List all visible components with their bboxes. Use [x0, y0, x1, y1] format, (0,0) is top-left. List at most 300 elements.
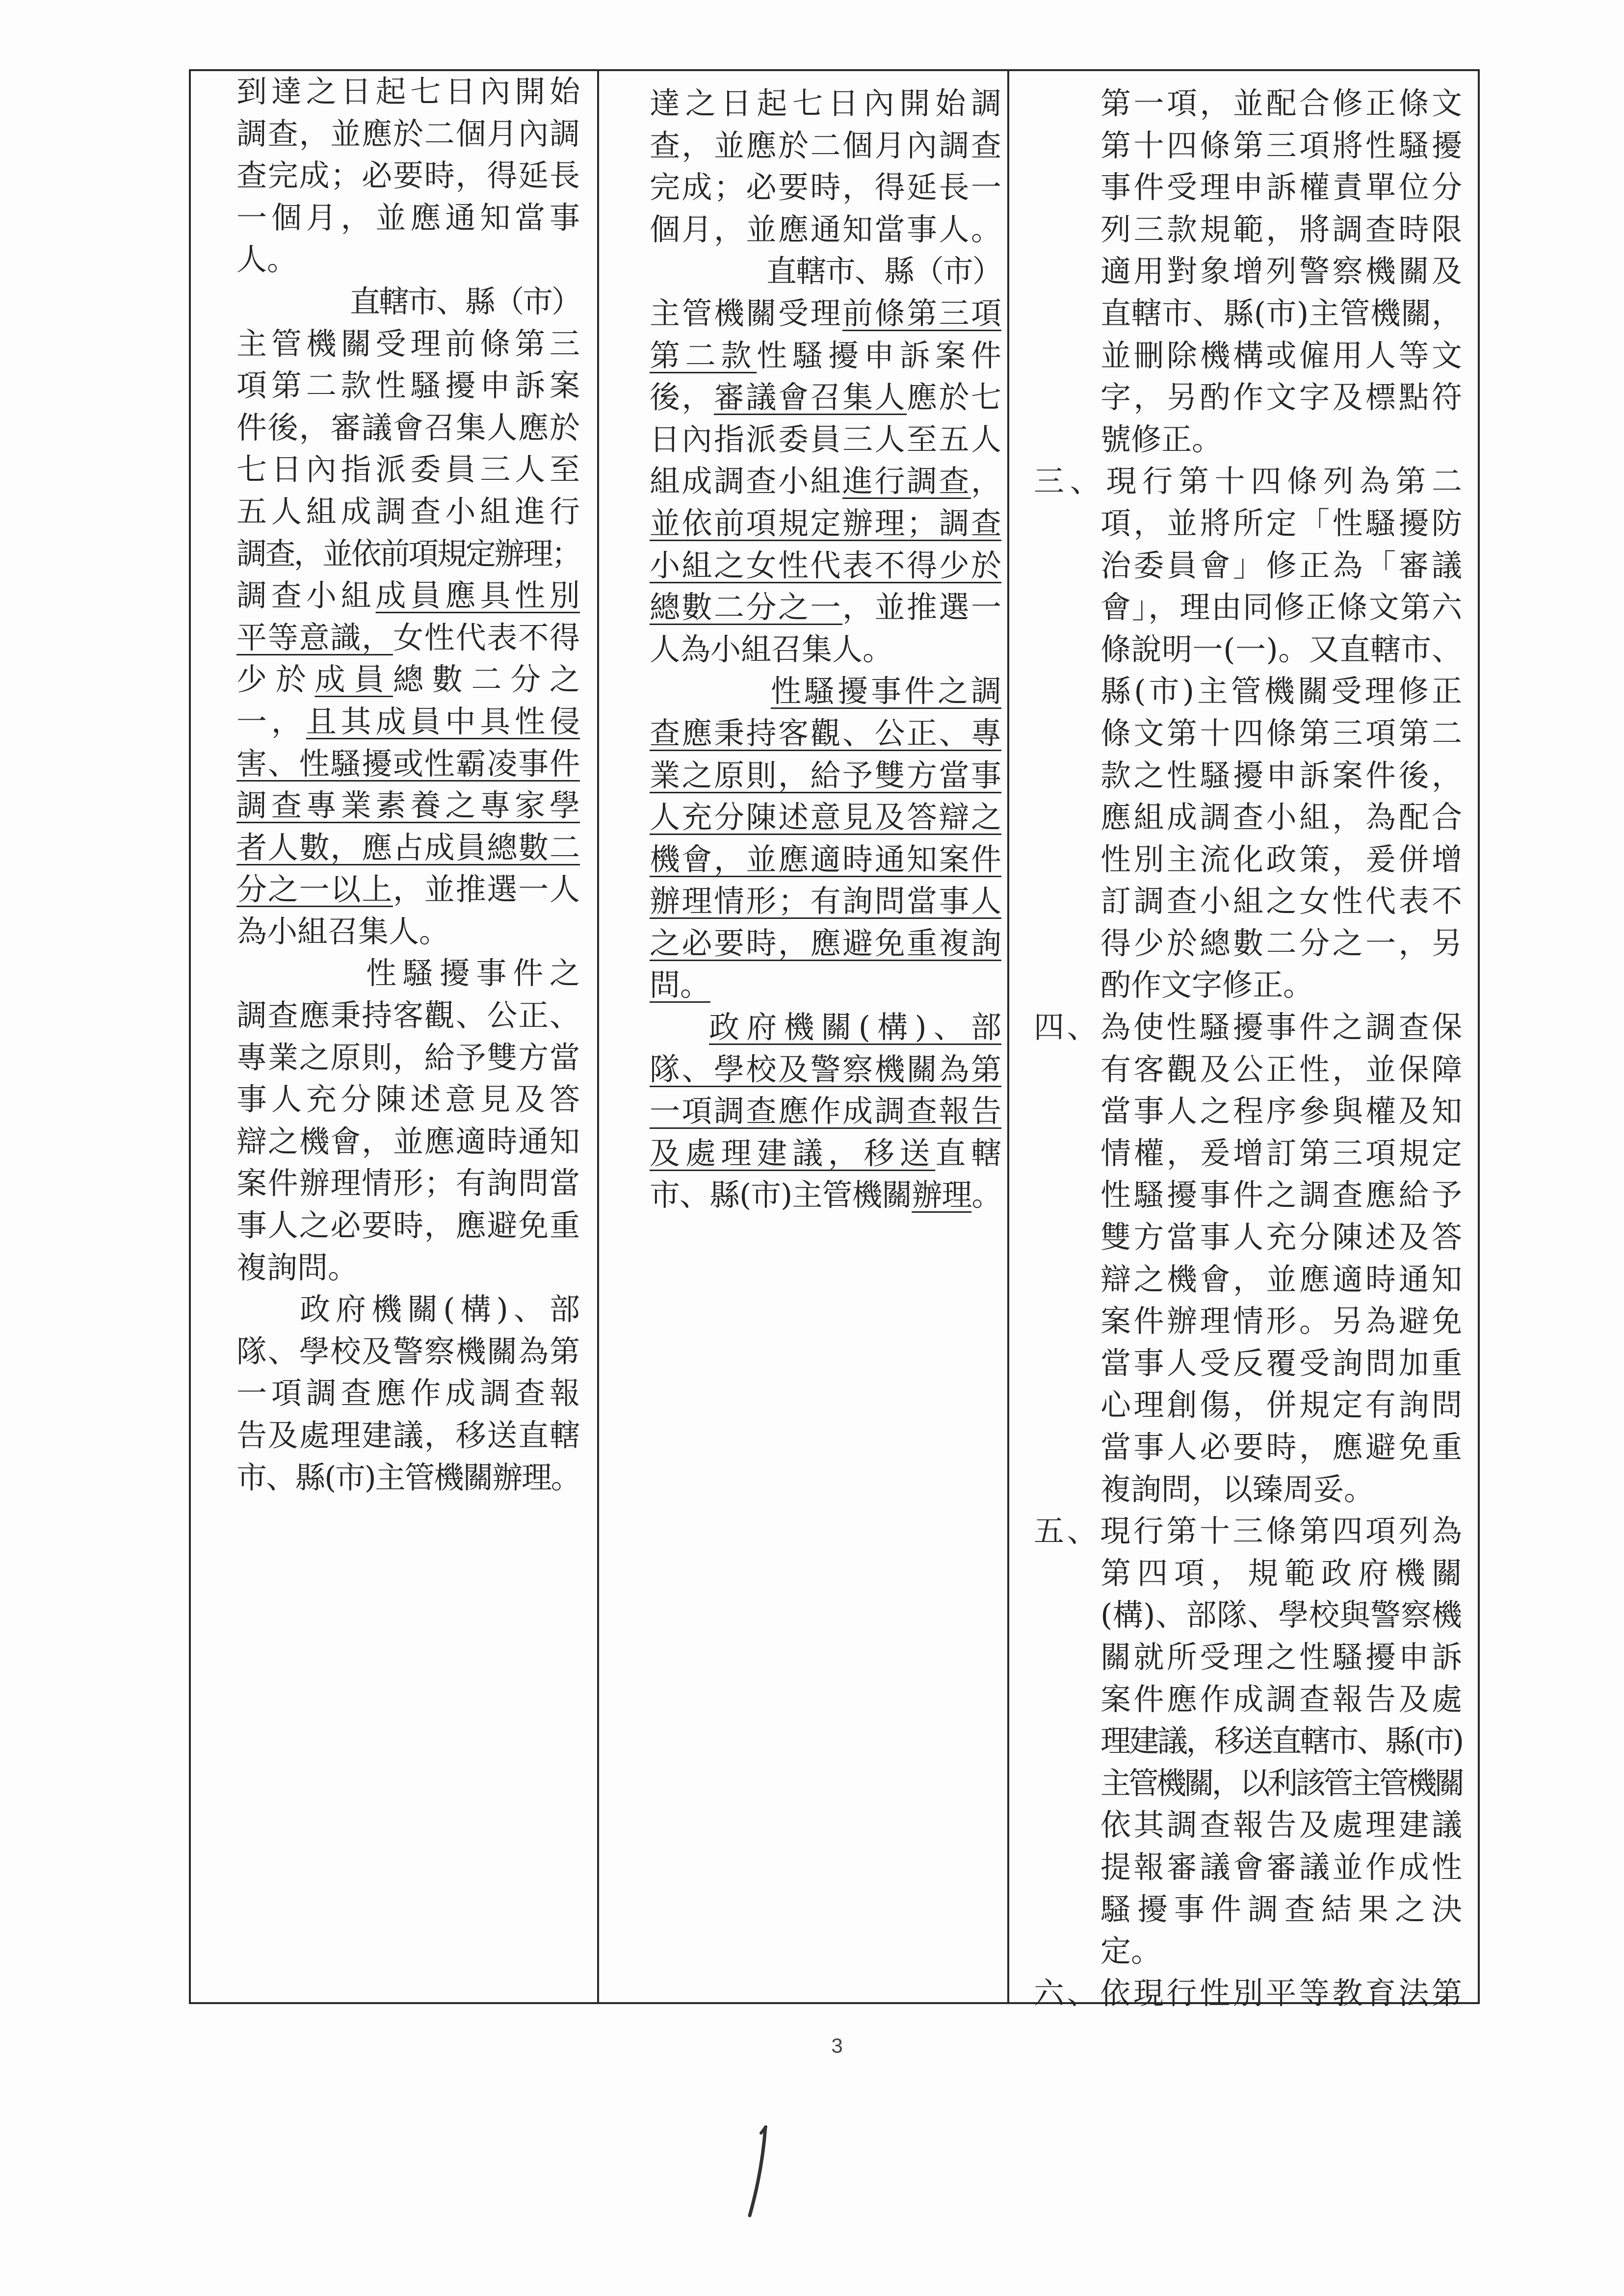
text-line-content — [1100, 1177, 1462, 1213]
text-segment: 為小組召集人。 — [236, 913, 450, 949]
text-segment: 性騷擾事件之 — [366, 955, 580, 991]
underlined-text: 隊、學校及警察機關為第 — [650, 1051, 1001, 1087]
text-segment: 完成；必要時，得延長一 — [650, 169, 1001, 206]
text-line — [236, 911, 580, 953]
text-line-content — [1100, 128, 1462, 163]
text-segment: 酌作文字修正。 — [1100, 967, 1314, 1003]
text-line — [650, 166, 1001, 209]
text-line-content — [1034, 1975, 1462, 2011]
text-line — [236, 71, 580, 113]
text-line — [1034, 1594, 1462, 1636]
text-line-content — [650, 799, 1001, 835]
text-line-content — [650, 841, 1001, 877]
text-line-content — [1100, 1765, 1462, 1801]
text-segment: 當事人必要時，應避免重 — [1100, 1429, 1462, 1465]
text-segment: 事人之必要時，應避免重 — [236, 1207, 580, 1244]
text-line-content — [1100, 1639, 1462, 1675]
text-line — [650, 838, 1001, 881]
text-segment: 心理創傷，併規定有詢問 — [1100, 1387, 1462, 1423]
text-line-content — [650, 883, 1001, 919]
underlined-text: 之必要時，應避免重複詢 — [650, 925, 1001, 961]
underlined-text: 調查專業素養之專家學 — [236, 787, 580, 824]
middle-column — [650, 82, 1001, 1216]
text-segment: 第四項，規範政府機關 — [1100, 1555, 1462, 1591]
text-line-content — [236, 1165, 580, 1201]
text-line-content — [300, 1291, 580, 1327]
text-segment: 直轄市、縣（市） — [766, 253, 1001, 289]
text-segment: 並刪除機構或僱用人等文 — [1100, 337, 1462, 373]
text-segment: 四、為使性騷擾事件之調查保 — [1034, 1009, 1462, 1045]
text-line-content — [236, 704, 580, 739]
text-line-content — [350, 284, 580, 319]
text-line — [1034, 1426, 1462, 1468]
text-line — [650, 125, 1001, 167]
text-segment: 六、依現行性別平等教育法第 — [1034, 1975, 1462, 2011]
text-segment: 當事人受反覆受詢問加重 — [1100, 1345, 1462, 1381]
text-segment: 關就所受理之性騷擾申訴 — [1100, 1639, 1462, 1675]
text-line — [1034, 376, 1462, 418]
text-line-content — [1100, 1849, 1462, 1885]
text-segment: 查完成；必要時，得延長 — [236, 157, 580, 194]
text-segment: 件後，審議會召集人應於 — [236, 409, 580, 445]
text-segment: 辯之機會，並應適時通知 — [236, 1123, 580, 1159]
text-line — [236, 1331, 580, 1373]
text-segment: 辯之機會，並應適時通知 — [1100, 1261, 1462, 1297]
text-line — [236, 281, 580, 323]
underlined-text: 前條第三項 — [842, 295, 1001, 331]
text-line-content — [236, 536, 580, 572]
text-segment: ， — [970, 463, 1001, 499]
text-segment: (構)、部隊、學校與警察機 — [1100, 1597, 1462, 1633]
text-line-content — [1100, 85, 1462, 121]
text-segment: 調查小組 — [236, 577, 376, 614]
text-segment: 總數二分之 — [393, 661, 580, 698]
text-line-content — [236, 451, 580, 487]
text-line — [1034, 502, 1462, 545]
text-segment: 達之日起七日內開始調 — [650, 85, 1001, 121]
text-line-content — [1034, 1513, 1462, 1549]
text-line — [650, 880, 1001, 922]
text-line-content — [650, 211, 1001, 247]
text-line-content — [1100, 379, 1462, 415]
text-line — [650, 376, 1001, 418]
text-line — [1034, 1174, 1462, 1216]
text-line-content — [650, 169, 1001, 205]
text-line — [1034, 1132, 1462, 1174]
text-line-content — [236, 494, 580, 529]
text-line — [236, 658, 580, 701]
underlined-text: 問。 — [650, 967, 711, 1003]
text-line — [236, 701, 580, 743]
text-line-content — [650, 1177, 1001, 1213]
text-line-content — [650, 757, 1001, 793]
text-line-content — [236, 746, 580, 782]
text-segment: 人為小組召集人。 — [650, 631, 893, 667]
text-line — [1034, 922, 1462, 965]
text-segment: 第一項，並配合修正條文 — [1100, 85, 1462, 121]
handwritten-mark — [731, 2114, 785, 2227]
text-line — [650, 250, 1001, 292]
text-segment: 適用對象增列警察機關及 — [1100, 253, 1462, 289]
underlined-text: 政府機關(構)、部 — [709, 1009, 1001, 1045]
text-segment: 三、現行第十四條列為第二 — [1034, 463, 1462, 499]
text-segment: 款之性騷擾申訴案件後， — [1100, 757, 1462, 793]
text-line-content — [650, 421, 1001, 457]
text-line-content — [1100, 295, 1462, 331]
text-segment: 調查應秉持客觀、公正、 — [236, 997, 580, 1034]
text-line — [236, 491, 580, 533]
text-line-content — [650, 1051, 1001, 1087]
text-segment: 一個月，並應通知當事 — [236, 199, 580, 235]
text-segment: 事人充分陳述意見及答 — [236, 1081, 580, 1118]
text-line — [236, 1414, 580, 1457]
text-line-content — [1100, 841, 1462, 877]
text-line-content — [236, 241, 297, 277]
text-line — [1034, 82, 1462, 125]
text-line — [236, 1162, 580, 1204]
text-segment: 複詢問。 — [236, 1249, 359, 1285]
text-line — [236, 1372, 580, 1414]
text-line-content — [1100, 799, 1462, 835]
text-line-content — [236, 620, 580, 655]
text-line — [236, 407, 580, 449]
text-segment: 主管機關受理前條第三 — [236, 325, 580, 362]
text-segment: 案件辦理情形；有詢問當 — [236, 1165, 580, 1201]
text-line — [236, 365, 580, 407]
text-line-content — [236, 1207, 580, 1243]
text-segment: 複詢問，以臻周妥。 — [1100, 1471, 1375, 1507]
column-divider — [597, 69, 599, 2004]
text-segment: 主管機關，以利該管主管機關 — [1100, 1765, 1462, 1801]
text-segment: 治委員會」修正為「審議 — [1100, 547, 1462, 583]
text-line — [650, 586, 1001, 628]
text-line — [236, 784, 580, 827]
text-segment: 少於 — [236, 661, 315, 698]
text-segment: 後， — [650, 379, 714, 416]
text-segment: 五人組成調查小組進行 — [236, 493, 580, 529]
text-line-content — [650, 589, 1001, 625]
text-line-content — [236, 661, 580, 697]
text-segment: 組成調查小組 — [650, 463, 842, 499]
text-line-content — [236, 1460, 580, 1495]
text-segment: 得少於總數二分之一，另 — [1100, 925, 1462, 961]
text-line — [650, 209, 1001, 251]
text-line-content — [1100, 1135, 1462, 1171]
text-line — [650, 82, 1001, 125]
underlined-text: 總數二分之一 — [650, 589, 842, 626]
text-line — [650, 292, 1001, 335]
underlined-text: 分之一以上 — [236, 871, 393, 908]
text-line — [236, 994, 580, 1037]
text-line — [1034, 1300, 1462, 1342]
text-line — [1034, 460, 1462, 502]
text-line-content — [709, 1009, 1001, 1045]
text-segment: 第十四條第三項將性騷擾 — [1100, 127, 1462, 163]
text-line-content — [1100, 211, 1462, 247]
text-line — [1034, 1048, 1462, 1091]
text-line — [650, 502, 1001, 545]
text-segment: 列三款規範，將調查時限 — [1100, 211, 1462, 247]
text-line — [1034, 1006, 1462, 1048]
text-line — [650, 628, 1001, 671]
text-line — [1034, 166, 1462, 209]
text-line-content — [236, 367, 580, 403]
text-line — [1034, 1342, 1462, 1384]
text-line — [1034, 880, 1462, 922]
underlined-text: 辦理 — [912, 1177, 972, 1213]
text-line — [236, 1204, 580, 1247]
text-line — [236, 617, 580, 659]
text-line-content — [1100, 1891, 1462, 1927]
text-line — [1034, 418, 1462, 461]
right-column — [1034, 82, 1462, 2014]
text-line — [650, 670, 1001, 712]
text-line-content — [236, 1123, 580, 1159]
text-line — [1034, 292, 1462, 335]
text-line — [1034, 670, 1462, 712]
text-line — [236, 155, 580, 197]
text-segment: 會」，理由同修正條文第六 — [1100, 589, 1462, 626]
text-line-content — [1100, 1807, 1462, 1843]
text-segment: 條文第十四條第三項第二 — [1100, 715, 1462, 751]
text-line-content — [1100, 925, 1462, 961]
text-line-content — [1100, 1555, 1462, 1591]
text-line — [236, 1247, 580, 1289]
underlined-text: 且其成員中具性侵 — [306, 703, 580, 739]
text-line — [236, 113, 580, 155]
text-line-content — [650, 1093, 1001, 1129]
text-line — [1034, 1258, 1462, 1301]
text-segment: 一項調查應作成調查報 — [236, 1375, 580, 1411]
text-line-content — [1100, 505, 1462, 541]
text-segment: 有客觀及公正性，並保障 — [1100, 1051, 1462, 1087]
text-line — [236, 1121, 580, 1163]
text-line — [1034, 755, 1462, 797]
text-line-content — [236, 1081, 580, 1117]
text-segment: 人。 — [236, 241, 298, 278]
text-line-content — [1100, 253, 1462, 289]
text-segment: 女性代表不得 — [393, 619, 580, 655]
text-line-content — [1100, 338, 1462, 373]
text-segment: 條說明一(一)。又直轄市、 — [1100, 631, 1462, 667]
text-line — [1034, 1636, 1462, 1678]
text-line — [1034, 1552, 1462, 1594]
underlined-text: 成員應具性別 — [375, 577, 580, 614]
text-line-content — [771, 673, 1001, 709]
text-line — [1034, 838, 1462, 881]
text-line — [1034, 1846, 1462, 1888]
text-line — [1034, 1510, 1462, 1552]
underlined-text: 平等意識， — [236, 619, 393, 655]
text-line-content — [650, 379, 1001, 415]
underlined-text: 者人數，應占成員總數二 — [236, 829, 580, 865]
text-line — [650, 335, 1001, 377]
text-line — [1034, 335, 1462, 377]
text-segment: 項第二款性騷擾申訴案 — [236, 367, 580, 404]
text-line-content — [650, 925, 1001, 961]
text-segment: 直轄 — [935, 1135, 1001, 1171]
text-line-content — [1100, 1597, 1462, 1633]
underlined-text: 性騷擾事件之調 — [771, 673, 1001, 709]
text-line-content — [1100, 1723, 1462, 1759]
text-line-content — [236, 871, 580, 907]
text-line-content — [1100, 1933, 1161, 1969]
text-line — [1034, 1678, 1462, 1721]
text-line — [236, 323, 580, 365]
text-line — [236, 827, 580, 869]
text-line-content — [236, 787, 580, 823]
underlined-text: 查應秉持客觀、公正、專 — [650, 715, 1001, 751]
text-segment: 七日內指派委員三人至 — [236, 451, 580, 488]
text-line — [1034, 712, 1462, 755]
text-line-content — [1100, 169, 1462, 205]
text-segment: 縣(市)主管機關受理修正 — [1100, 673, 1462, 709]
page-number: 3 — [831, 2034, 843, 2057]
text-line — [236, 1288, 580, 1331]
text-line — [236, 743, 580, 785]
text-line-content — [236, 1375, 580, 1411]
text-line — [650, 1006, 1001, 1048]
text-line — [236, 1078, 580, 1121]
text-segment: 查，並應於二個月內調查 — [650, 127, 1001, 163]
text-segment: 專業之原則，給予雙方當 — [236, 1039, 580, 1075]
text-line-content — [1100, 1093, 1462, 1129]
text-line-content — [650, 85, 1001, 121]
text-line-content — [236, 200, 580, 235]
text-segment: 依其調查報告及處理建議 — [1100, 1807, 1462, 1843]
text-line — [650, 1090, 1001, 1132]
underlined-text: 審議會召集人 — [714, 379, 907, 416]
text-line — [650, 1048, 1001, 1091]
text-segment: 市、縣(市)主管機關 — [650, 1177, 912, 1213]
underlined-text: 害、性騷擾或性霸凌事件 — [236, 745, 580, 782]
text-line — [236, 448, 580, 491]
text-line-content — [236, 997, 580, 1033]
text-segment: 個月，並應通知當事人。 — [650, 211, 1001, 247]
text-line — [650, 755, 1001, 797]
text-line — [236, 197, 580, 239]
underlined-text: 辦理情形；有詢問當事人 — [650, 883, 1001, 919]
text-segment: 提報審議會審議並作成性 — [1100, 1849, 1462, 1885]
text-segment: ，並推選一人 — [393, 871, 580, 908]
text-segment: 調查，並依前項規定辦理； — [236, 535, 580, 572]
text-line-content — [236, 1040, 580, 1075]
text-segment: 案件應作成調查報告及處 — [1100, 1681, 1462, 1717]
column-divider — [1007, 69, 1009, 2004]
text-line-content — [650, 631, 893, 667]
text-line-content — [1100, 967, 1313, 1003]
text-line — [1034, 545, 1462, 587]
text-line — [236, 574, 580, 617]
text-line — [236, 1037, 580, 1079]
underlined-text: 人充分陳述意見及答辯之 — [650, 799, 1001, 835]
text-segment: 騷擾事件調查結果之決 — [1100, 1891, 1462, 1927]
text-segment: 情權，爰增訂第三項規定 — [1100, 1135, 1462, 1171]
text-line-content — [1100, 1051, 1462, 1087]
text-line-content — [1100, 1219, 1462, 1255]
text-line — [650, 922, 1001, 965]
underlined-text: 機會，並應適時通知案件 — [650, 841, 1001, 877]
underlined-text: 第二款 — [650, 337, 757, 373]
text-line — [650, 712, 1001, 755]
text-line-content — [1100, 883, 1462, 919]
text-segment: 號修正。 — [1100, 421, 1223, 457]
text-line-content — [236, 157, 580, 193]
text-line — [1034, 1972, 1462, 2014]
text-line — [1034, 1384, 1462, 1426]
text-line — [1034, 1804, 1462, 1846]
text-line — [1034, 1216, 1462, 1258]
text-line-content — [650, 505, 1001, 541]
text-line-content — [1100, 1345, 1462, 1381]
text-segment: ，並推選一 — [842, 589, 1001, 626]
text-line — [650, 1132, 1001, 1174]
text-segment: 性別主流化政策，爰併增 — [1100, 841, 1462, 877]
text-line-content — [650, 715, 1001, 751]
text-segment: 主管機關受理 — [650, 295, 842, 331]
text-line — [1034, 250, 1462, 292]
text-line — [650, 796, 1001, 838]
text-line — [1034, 1090, 1462, 1132]
text-line-content — [1100, 1303, 1462, 1339]
text-line-content — [236, 326, 580, 362]
text-line-content — [236, 116, 580, 152]
text-line — [1034, 796, 1462, 838]
text-line — [1034, 628, 1462, 671]
text-segment: 告及處理建議，移送直轄 — [236, 1417, 580, 1453]
text-segment: 市、縣(市)主管機關辦理。 — [236, 1459, 580, 1495]
text-line — [1034, 586, 1462, 628]
text-segment: 應於七 — [906, 379, 1001, 416]
text-segment: 字，另酌作文字及標點符 — [1100, 379, 1462, 416]
text-line-content — [1100, 548, 1462, 583]
text-line-content — [650, 295, 1001, 331]
text-line-content — [650, 128, 1001, 163]
text-line-content — [650, 967, 710, 1003]
text-line-content — [650, 1135, 1001, 1171]
text-line — [236, 952, 580, 994]
text-line-content — [236, 1250, 358, 1285]
text-segment: 。 — [971, 1177, 1001, 1213]
text-segment: 直轄市、縣(市)主管機關， — [1100, 295, 1462, 331]
text-line — [236, 1457, 580, 1499]
text-line — [650, 545, 1001, 587]
text-line-content — [650, 548, 1001, 583]
text-line — [1034, 1930, 1462, 1972]
text-line-content — [236, 1333, 580, 1369]
text-segment: 當事人之程序參與權及知 — [1100, 1093, 1462, 1129]
text-segment: 訂調查小組之女性代表不 — [1100, 883, 1462, 919]
text-segment: 定。 — [1100, 1933, 1162, 1969]
underlined-text: 一項調查應作成調查報告 — [650, 1093, 1001, 1129]
text-segment: 隊、學校及警察機關為第 — [236, 1333, 580, 1369]
text-segment: 理建議，移送直轄市、縣(市) — [1100, 1723, 1462, 1759]
text-line-content — [1100, 1471, 1374, 1507]
text-segment: 一， — [236, 703, 306, 739]
text-segment: 項，並將所定「性騷擾防 — [1100, 505, 1462, 541]
text-line-content — [1100, 757, 1462, 793]
text-line-content — [1100, 631, 1462, 667]
text-segment: 應組成調查小組，為配合 — [1100, 799, 1462, 835]
text-segment: 政府機關(構)、部 — [300, 1291, 580, 1328]
text-segment: 性騷擾申訴案件 — [757, 337, 1001, 373]
text-segment: 雙方當事人充分陳述及答 — [1100, 1219, 1462, 1255]
text-line — [650, 460, 1001, 502]
text-line-content — [236, 913, 449, 949]
text-line-content — [1034, 463, 1462, 499]
underlined-text: 小組之女性代表不得少於 — [650, 547, 1001, 583]
underlined-text: 成員 — [314, 661, 393, 698]
